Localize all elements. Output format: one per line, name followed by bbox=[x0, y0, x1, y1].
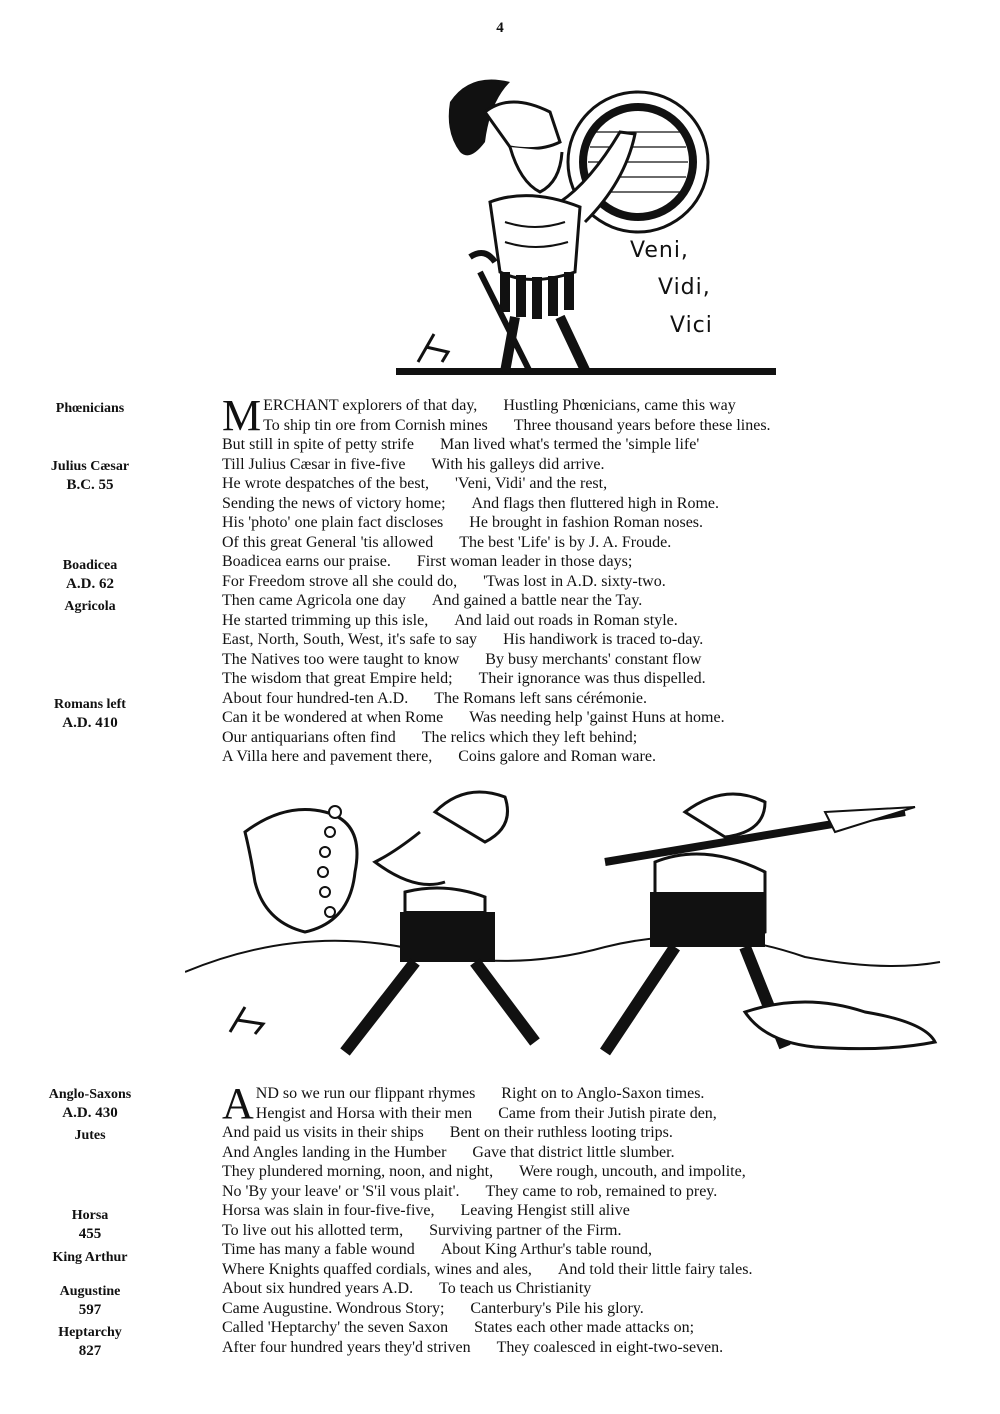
margin-note: Anglo-Saxons bbox=[48, 1087, 132, 1102]
helmet bbox=[435, 792, 508, 842]
verse-line: About six hundred years A.D. To teach us Christianity bbox=[222, 1280, 592, 1297]
margin-note: 455 bbox=[78, 1226, 102, 1242]
margin-note: Phœnicians bbox=[55, 401, 125, 416]
verse-line: ND so we run our flippant rhymes Right on to Anglo-Saxon times. bbox=[255, 1085, 705, 1102]
vase bbox=[245, 810, 357, 933]
verse-line: Hengist and Horsa with their men Came from their Jutish pirate den, bbox=[255, 1104, 717, 1122]
verse-line: Till Julius Cæsar in five-five With his galleys did arrive. bbox=[222, 455, 605, 473]
helmet bbox=[685, 794, 765, 837]
verse-line: Can it be wondered at when Rome Was needing help 'gainst Huns at home. bbox=[222, 709, 725, 726]
verse-line: The wisdom that great Empire held; Their ignorance was thus dispelled. bbox=[222, 670, 706, 687]
margin-note: Julius Cæsar bbox=[50, 459, 130, 474]
verse-line: To live out his allotted term, Surviving partner of the Firm. bbox=[222, 1221, 622, 1239]
saxon-raiders-drawing bbox=[185, 772, 945, 1077]
artist-monogram bbox=[230, 1007, 263, 1034]
verse-line: He started trimming up this isle, And laid out roads in Roman style. bbox=[222, 611, 678, 629]
verse-line: And paid us visits in their ships Bent on their ruthless looting trips. bbox=[222, 1124, 673, 1141]
verse-line: About four hundred-ten A.D. The Romans left sans cérémonie. bbox=[222, 689, 648, 707]
verse-line: Of this great General 'tis allowed The best 'Life' is by J. A. Froude. bbox=[222, 533, 672, 551]
margin-note: Boadicea bbox=[62, 558, 118, 573]
verse-line: ERCHANT explorers of that day, Hustling Phœnicians, came this way bbox=[263, 397, 736, 414]
verse-line: To ship tin ore from Cornish mines Three thousand years before these lines. bbox=[263, 416, 771, 434]
saxon-raiders-illustration bbox=[185, 772, 945, 1077]
margin-note: Horsa bbox=[71, 1208, 109, 1223]
armour bbox=[490, 196, 580, 280]
verse-line: The Natives too were taught to know By busy merchants' constant flow bbox=[222, 650, 702, 668]
face bbox=[510, 147, 562, 192]
helmet bbox=[485, 102, 560, 149]
motto-text bbox=[630, 238, 713, 338]
artist-monogram bbox=[418, 334, 448, 362]
roman-soldier-drawing bbox=[390, 72, 790, 392]
margin-notes-2 bbox=[30, 1086, 150, 1366]
page-number: 4 bbox=[496, 20, 504, 36]
verse-block-2 bbox=[222, 1079, 962, 1357]
verse-line: Horsa was slain in four-five-five, Leaving Hengist still alive bbox=[222, 1202, 630, 1219]
verse-line: Boadicea earns our praise. First woman leader in those days; bbox=[222, 553, 633, 570]
verse-line: Where Knights quaffed cordials, wines and ales, And told their little fairy tales. bbox=[222, 1260, 753, 1278]
verse-line: And Angles landing in the Humber Gave that district little slumber. bbox=[222, 1143, 675, 1161]
verse-line: East, North, South, West, it's safe to say His handiwork is traced to-day. bbox=[222, 631, 704, 648]
legs bbox=[345, 962, 535, 1052]
motto-word-2: Vidi, bbox=[658, 275, 711, 300]
verse-line: But still in spite of petty strife Man lived what's termed the 'simple life' bbox=[222, 436, 700, 453]
motto-word-1: Veni, bbox=[630, 238, 689, 263]
verse-line: Called 'Heptarchy' the seven Saxon States each other made attacks on; bbox=[222, 1319, 695, 1336]
margin-note: Heptarchy bbox=[58, 1325, 122, 1340]
margin-note: 827 bbox=[78, 1343, 102, 1359]
verse-line: Came Augustine. Wondrous Story; Canterbury's Pile his glory. bbox=[222, 1299, 644, 1317]
verse-line: He wrote despatches of the best, 'Veni, Vidi' and the rest, bbox=[222, 475, 608, 492]
drop-cap: A bbox=[222, 1079, 254, 1128]
legs bbox=[605, 947, 785, 1052]
margin-note: Agricola bbox=[64, 599, 116, 614]
margin-note: 597 bbox=[78, 1302, 102, 1318]
motto-word-3: Vici bbox=[670, 313, 713, 338]
verse-block-1 bbox=[222, 391, 962, 767]
verse-line: No 'By your leave' or 'S'il vous plait'. They came to rob, remained to prey. bbox=[222, 1182, 718, 1200]
drop-cap: M bbox=[222, 391, 262, 440]
margin-notes-1 bbox=[30, 400, 150, 740]
verse-line: Sending the news of victory home; And flags then fluttered high in Rome. bbox=[222, 494, 720, 512]
verse-line: After four hundred years they'd striven They coalesced in eight-two-seven. bbox=[222, 1338, 724, 1356]
hills bbox=[185, 937, 940, 972]
margin-note: A.D. 62 bbox=[66, 576, 114, 592]
goose bbox=[745, 1002, 935, 1049]
margin-note: A.D. 410 bbox=[62, 715, 118, 731]
margin-note: King Arthur bbox=[52, 1250, 128, 1265]
margin-note: B.C. 55 bbox=[66, 477, 114, 493]
verse-line: For Freedom strove all she could do, 'Twas lost in A.D. sixty-two. bbox=[222, 572, 666, 590]
verse-line: His 'photo' one plain fact discloses He brought in fashion Roman noses. bbox=[222, 514, 704, 531]
fur-skirt bbox=[650, 892, 765, 947]
margin-note: Jutes bbox=[74, 1128, 106, 1143]
margin-note: Romans left bbox=[54, 697, 126, 712]
verse-line: Then came Agricola one day And gained a battle near the Tay. bbox=[222, 592, 643, 609]
verse-line: Time has many a fable wound About King Arthur's table round, bbox=[222, 1241, 653, 1258]
roman-soldier-illustration bbox=[390, 72, 790, 392]
verse-line: A Villa here and pavement there, Coins galore and Roman ware. bbox=[222, 748, 656, 765]
margin-note: A.D. 430 bbox=[62, 1105, 118, 1121]
verse-line: They plundered morning, noon, and night, Were rough, uncouth, and impolite, bbox=[222, 1163, 746, 1180]
margin-note: Augustine bbox=[59, 1284, 121, 1299]
fur-skirt bbox=[400, 912, 495, 962]
verse-line: Our antiquarians often find The relics which they left behind; bbox=[222, 728, 638, 746]
